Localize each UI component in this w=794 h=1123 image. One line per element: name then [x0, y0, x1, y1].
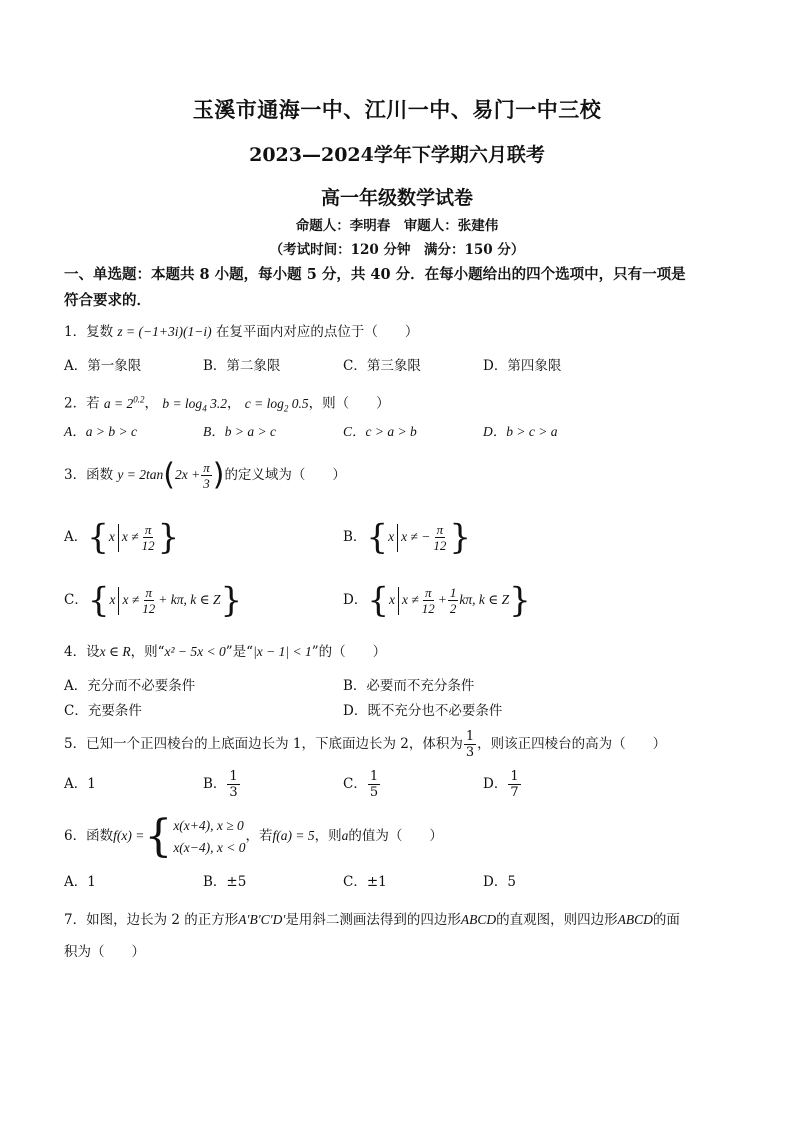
- question-5: [64, 724, 734, 764]
- q3-expr-head: y = 2tan: [117, 467, 164, 482]
- section-title-line2: 符合要求的．: [64, 292, 151, 309]
- question-7: [64, 904, 734, 968]
- time-score-line: （考试时间：120 分钟 满分：150 分）: [269, 242, 525, 258]
- school-names: 玉溪市通海一中、江川一中、易门一中三校: [192, 97, 602, 122]
- q7-line1: 7．如图，边长为 2 的正方形A′B′C′D′是用斜二测画法得到的四边形ABCD的直观图，则四边形ABCD的面: [64, 912, 680, 928]
- section-title: [64, 262, 734, 314]
- q3-suffix: 的定义域为（ ）: [224, 467, 346, 483]
- question-2: 2．若 $a = 2^{0.2}$， $b = \log_4 3.2$， $c = \log_2 0.5$，则（ ）: [64, 394, 390, 414]
- question-4: 4．设x ∈ R，则“x² − 5x < 0”是“|x − 1| < 1”的（ ）: [64, 644, 387, 660]
- q2-prefix: 2．若: [64, 395, 100, 412]
- q4-prefix: 4．设: [64, 644, 100, 660]
- q6-prefix: 6．函数: [64, 828, 114, 844]
- q1-prefix: 1．复数: [64, 324, 114, 340]
- q1-option-a[interactable]: A．第一象限: [64, 358, 142, 374]
- q1-option-d[interactable]: D．第四象限: [483, 358, 562, 374]
- q3-option-c[interactable]: C．{x x ≠ $\frac{\pi}{12}$ + kπ, k ∈ Z}: [64, 580, 243, 621]
- q2-suffix: ，则（ ）: [308, 395, 390, 412]
- q5-option-d[interactable]: D． $\frac{1}{7}$: [483, 769, 519, 800]
- q4-option-c[interactable]: C．充要条件: [64, 703, 142, 719]
- q6-piecewise: { x(x+4), x ≥ 0 x(x−4), x < 0: [144, 810, 246, 862]
- question-1: [64, 320, 734, 344]
- q1-option-b[interactable]: B．第二象限: [203, 358, 281, 374]
- q2-expr-c: $c = \log_2 0.5$: [244, 395, 309, 414]
- question-3: 3．函数 y = 2tan(2x + $\frac{\pi}{3}$ )的定义域为（ ）: [64, 457, 346, 493]
- q6-option-d[interactable]: D．5: [483, 874, 516, 890]
- q6-var-a: a: [341, 828, 349, 843]
- q6-option-b[interactable]: B．±5: [203, 874, 247, 890]
- q5-option-a[interactable]: A．1: [64, 776, 96, 792]
- q7-line2: 积为（ ）: [64, 944, 145, 960]
- q2-option-b[interactable]: B．b > a > c: [203, 424, 276, 439]
- q4-expr3: |x − 1| < 1: [253, 644, 312, 659]
- q3-option-d[interactable]: D．{x x ≠ $\frac{\pi}{12}$ + $\frac{1}{2}$ kπ, k ∈ Z}: [343, 580, 531, 621]
- q6-option-c[interactable]: C．±1: [343, 874, 387, 890]
- question-6: 6．函数f(x) = { x(x+4), x ≥ 0 x(x−4), x < 0 ，若f(a) = 5，则a的值为（ ）: [64, 810, 443, 862]
- paper-subject: 高一年级数学试卷: [320, 187, 473, 209]
- q2-expr-a: $a = 2^{0.2}$: [103, 394, 145, 411]
- exam-title: 2023—2024学年下学期六月联考: [249, 144, 545, 166]
- q1-option-c[interactable]: C．第三象限: [343, 358, 421, 374]
- q6-option-a[interactable]: A．1: [64, 874, 96, 890]
- q3-option-b[interactable]: B．{x x ≠ − $\frac{\pi}{12}$ }: [343, 517, 471, 558]
- authors-line: 命题人：李明春 审题人：张建伟: [295, 218, 499, 234]
- q5-prefix: 5．已知一个正四棱台的上底面边长为 1，下底面边长为 2，体积为: [64, 736, 463, 752]
- q4-expr1: x ∈ R: [99, 644, 131, 659]
- q6-expr-f: f(x) =: [113, 828, 145, 843]
- q6-condition: f(a) = 5: [272, 828, 315, 843]
- q6-suffix: 的值为（ ）: [348, 828, 443, 844]
- q5-option-c[interactable]: C． $\frac{1}{5}$: [343, 769, 379, 800]
- q4-suffix: ”的（ ）: [311, 644, 387, 660]
- q2-option-a[interactable]: A．a > b > c: [64, 424, 137, 439]
- q2-option-c[interactable]: C．c > a > b: [343, 424, 417, 439]
- q5-option-b[interactable]: B． $\frac{1}{3}$: [203, 769, 238, 800]
- q3-fraction: $\frac{\pi}{3}$: [203, 460, 210, 491]
- q1-expression: z = (−1+3i)(1−i): [117, 324, 212, 339]
- q4-option-b[interactable]: B．必要而不充分条件: [343, 678, 475, 694]
- q3-expr-inner: 2x +: [174, 467, 201, 482]
- q5-suffix: ，则该正四棱台的高为（ ）: [477, 736, 667, 752]
- q4-option-a[interactable]: A．充分而不必要条件: [64, 678, 196, 694]
- q3-option-a[interactable]: A．{x x ≠ $\frac{\pi}{12}$ }: [64, 517, 180, 558]
- q4-expr2: x² − 5x < 0: [164, 644, 226, 659]
- q1-suffix: 在复平面内对应的点位于（ ）: [215, 324, 419, 340]
- q2-expr-b: $b = \log_4 3.2$: [162, 395, 227, 414]
- q4-option-d[interactable]: D．既不充分也不必要条件: [343, 703, 503, 719]
- section-title-line1: 一、单选题：本题共 8 小题，每小题 5 分，共 40 分．在每小题给出的四个选项中，只有一项是: [64, 266, 686, 283]
- q5-fraction: $\frac{1}{3}$: [465, 729, 475, 760]
- q2-option-d[interactable]: D．b > c > a: [483, 424, 558, 439]
- q3-prefix: 3．函数: [64, 467, 114, 483]
